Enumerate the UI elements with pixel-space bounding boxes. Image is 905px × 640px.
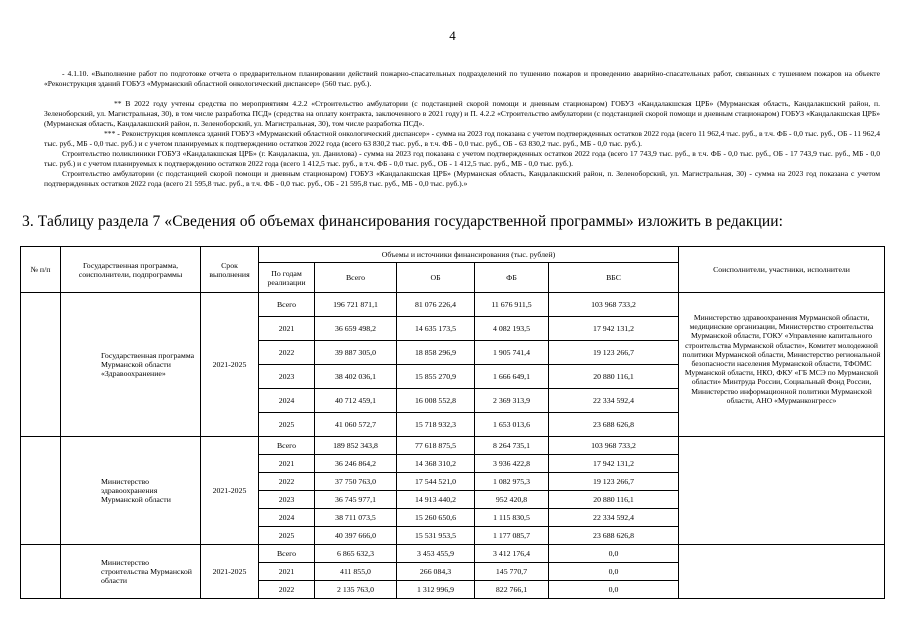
total-cell: 38 711 073,5 <box>315 509 397 527</box>
header-executors: Соисполнители, участники, исполнители <box>679 247 885 293</box>
total-cell: 40 397 666,0 <box>315 527 397 545</box>
header-volumes: Объемы и источники финансирования (тыс. рублей) <box>259 247 679 263</box>
vbs-cell: 19 123 266,7 <box>549 341 679 365</box>
header-fb: ФБ <box>475 263 549 293</box>
year-cell: 2021 <box>259 455 315 473</box>
vbs-cell: 103 968 733,2 <box>549 293 679 317</box>
fb-cell: 1 082 975,3 <box>475 473 549 491</box>
ob-cell: 15 531 953,5 <box>397 527 475 545</box>
vbs-cell: 103 968 733,2 <box>549 437 679 455</box>
header-vbs: ВБС <box>549 263 679 293</box>
year-cell: Всего <box>259 293 315 317</box>
note-paragraph-1: - 4.1.10. «Выполнение работ по подготовке отчета о предварительном планировании действий пожарно-спасательных подразделений по тушению пожаров и проведению аварийно-спасательных работ, связанных с тушением пожаров на объекте «Реконструкция зданий ГОБУЗ «Мурманский областной онкологический диспансер» (560 тыс. руб.). <box>44 69 880 88</box>
fb-cell: 1 905 741,4 <box>475 341 549 365</box>
fb-cell: 1 653 013,6 <box>475 413 549 437</box>
fb-cell: 2 369 313,9 <box>475 389 549 413</box>
header-total: Всего <box>315 263 397 293</box>
total-cell: 38 402 036,1 <box>315 365 397 389</box>
ob-cell: 266 084,3 <box>397 563 475 581</box>
ob-cell: 15 260 650,6 <box>397 509 475 527</box>
ob-cell: 81 076 226,4 <box>397 293 475 317</box>
year-cell: 2022 <box>259 473 315 491</box>
page-number: 4 <box>449 28 456 43</box>
total-cell: 40 712 459,1 <box>315 389 397 413</box>
ob-cell: 77 618 875,5 <box>397 437 475 455</box>
ob-cell: 14 368 310,2 <box>397 455 475 473</box>
note-paragraph-2: ** В 2022 году учтены средства по мероприятиям 4.2.2 «Строительство амбулатории (с подстанцией скорой помощи и дневным стационаром) ГОБУЗ «Кандалакшская ЦРБ» (Мурманская область, Кандалакшский район, п. Зеленоборский, ул. Магистральная, 30), в том числе разработка ПСД» (средства на оплату контракта, заключенного в 2021 году) и П. 4.2.2 «Строительство амбулатории (с подстанцией скорой помощи и дневным стационаром) ГОБУЗ «Кандалакшская ЦРБ» (Мурманская область, Кандалакшский район, п. Зеленоборский, ул. Магистральная, 30), том числе разработка ПСД». <box>44 99 880 128</box>
header-years: По годам реализации <box>259 263 315 293</box>
fb-cell: 952 420,8 <box>475 491 549 509</box>
program-name: Министерство строительства Мурманской области <box>61 545 201 599</box>
year-cell: 2025 <box>259 527 315 545</box>
total-cell: 36 659 498,2 <box>315 317 397 341</box>
year-cell: 2021 <box>259 563 315 581</box>
ob-cell: 18 858 296,9 <box>397 341 475 365</box>
program-term: 2021-2025 <box>201 293 259 437</box>
row-num-cell <box>21 437 61 545</box>
ob-cell: 14 913 440,2 <box>397 491 475 509</box>
vbs-cell: 20 880 116,1 <box>549 491 679 509</box>
vbs-cell: 23 688 626,8 <box>549 527 679 545</box>
vbs-cell: 19 123 266,7 <box>549 473 679 491</box>
header-num: № п/п <box>21 247 61 293</box>
header-term: Срок выполнения <box>201 247 259 293</box>
total-cell: 37 750 763,0 <box>315 473 397 491</box>
vbs-cell: 0,0 <box>549 581 679 599</box>
year-cell: 2023 <box>259 491 315 509</box>
total-cell: 36 246 864,2 <box>315 455 397 473</box>
program-term: 2021-2025 <box>201 437 259 545</box>
header-program: Государственная программа, соисполнители, подпрограммы <box>61 247 201 293</box>
note-paragraph-3: *** - Реконструкция комплекса зданий ГОБУЗ «Мурманский областной онкологический диспансер» - сумма на 2023 год показана с учетом подтвержденных остатков 2022 года (всего 11 962,4 тыс. руб., в т.ч. ФБ - 0,0 тыс. руб., ОБ - 11 962,4 тыс. руб., МБ - 0,0 тыс. руб.) и с учетом планируемых к подтверждению остатков 2022 года (всего 63 830,2 тыс. руб., в т.ч. ФБ - 0,0 тыс. руб., ОБ - 63 830,2 тыс. руб., МБ - 0,0 тыс. руб.). <box>44 129 880 148</box>
year-cell: 2024 <box>259 389 315 413</box>
program-name: Государственная программа Мурманской области «Здравоохранение» <box>61 293 201 437</box>
note-paragraph-4: Строительство поликлиники ГОБУЗ «Кандалакшская ЦРБ» (г. Кандалакша, ул. Данилова) - сумма на 2023 год показана с учетом подтвержденных остатков 2022 года (всего 17 743,9 тыс. руб., в т.ч. ФБ - 0,0 тыс. руб., ОБ - 17 743,9 тыс. руб., МБ - 0,0 тыс. руб.) и с учетом планируемых к подтверждению остатков 2022 года (всего 1 412,5 тыс. руб., в т.ч. ФБ - 0,0 тыс. руб., ОБ - 1 412,5 тыс. руб., МБ - 0,0 тыс. руб.). <box>44 149 880 168</box>
total-cell: 196 721 871,1 <box>315 293 397 317</box>
vbs-cell: 22 334 592,4 <box>549 509 679 527</box>
ob-cell: 16 008 552,8 <box>397 389 475 413</box>
fb-cell: 1 666 649,1 <box>475 365 549 389</box>
year-cell: 2023 <box>259 365 315 389</box>
year-cell: 2025 <box>259 413 315 437</box>
row-num-cell <box>21 545 61 599</box>
ob-cell: 15 718 932,3 <box>397 413 475 437</box>
vbs-cell: 0,0 <box>549 545 679 563</box>
vbs-cell: 0,0 <box>549 563 679 581</box>
fb-cell: 3 936 422,8 <box>475 455 549 473</box>
vbs-cell: 22 334 592,4 <box>549 389 679 413</box>
executors-text <box>679 545 885 599</box>
program-name: Министерство здравоохранения Мурманской области <box>61 437 201 545</box>
year-cell: 2021 <box>259 317 315 341</box>
vbs-cell: 23 688 626,8 <box>549 413 679 437</box>
year-cell: Всего <box>259 545 315 563</box>
fb-cell: 4 082 193,5 <box>475 317 549 341</box>
ob-cell: 1 312 996,9 <box>397 581 475 599</box>
total-cell: 2 135 763,0 <box>315 581 397 599</box>
note-paragraph-5: Строительство амбулатории (с подстанцией скорой помощи и дневным стационаром) ГОБУЗ «Кандалакшская ЦРБ» (Мурманская область, Кандалакшский район, п. Зеленоборский, ул. Магистральная, 30) - сумма на 2023 год показана с учетом подтвержденных остатков 2022 года (всего 21 595,8 тыс. руб., в т.ч. ФБ - 0,0 тыс. руб., ОБ - 21 595,8 тыс. руб., МБ - 0,0 тыс. руб.).» <box>44 169 880 188</box>
fb-cell: 1 177 085,7 <box>475 527 549 545</box>
total-cell: 411 855,0 <box>315 563 397 581</box>
year-cell: 2024 <box>259 509 315 527</box>
fb-cell: 11 676 911,5 <box>475 293 549 317</box>
fb-cell: 3 412 176,4 <box>475 545 549 563</box>
year-cell: Всего <box>259 437 315 455</box>
executors-text <box>679 437 885 545</box>
total-cell: 41 060 572,7 <box>315 413 397 437</box>
fb-cell: 1 115 830,5 <box>475 509 549 527</box>
table-row <box>21 545 885 563</box>
fb-cell: 8 264 735,1 <box>475 437 549 455</box>
vbs-cell: 17 942 131,2 <box>549 317 679 341</box>
ob-cell: 3 453 455,9 <box>397 545 475 563</box>
total-cell: 6 865 632,3 <box>315 545 397 563</box>
financing-table <box>20 246 885 599</box>
vbs-cell: 20 880 116,1 <box>549 365 679 389</box>
executors-text: Министерство здравоохранения Мурманской области, медицинские организации, Министерство строительства Мурманской области, ГОКУ «Управление капитального строительства Мурманской области», Комитет молодежной политики Мурманской области, Министерство региональной безопасности населения Мурманской области, ТФОМС Мурманской области, НКО, ФКУ «ГБ МСЭ по Мурманской области» Минтруда России, Социальный Фонд России, Министерство информационной политики Мурманской области, АНО «Мурманконгресс» <box>679 293 885 437</box>
table-row <box>21 293 885 317</box>
year-cell: 2022 <box>259 341 315 365</box>
fb-cell: 822 766,1 <box>475 581 549 599</box>
ob-cell: 14 635 173,5 <box>397 317 475 341</box>
program-term: 2021-2025 <box>201 545 259 599</box>
header-ob: ОБ <box>397 263 475 293</box>
row-num-cell <box>21 293 61 437</box>
year-cell: 2022 <box>259 581 315 599</box>
fb-cell: 145 770,7 <box>475 563 549 581</box>
ob-cell: 15 855 270,9 <box>397 365 475 389</box>
total-cell: 39 887 305,0 <box>315 341 397 365</box>
total-cell: 189 852 343,8 <box>315 437 397 455</box>
vbs-cell: 17 942 131,2 <box>549 455 679 473</box>
total-cell: 36 745 977,1 <box>315 491 397 509</box>
section-heading: 3. Таблицу раздела 7 «Сведения об объемах финансирования государственной программы» изложить в редакции: <box>22 213 784 230</box>
ob-cell: 17 544 521,0 <box>397 473 475 491</box>
table-row <box>21 437 885 455</box>
